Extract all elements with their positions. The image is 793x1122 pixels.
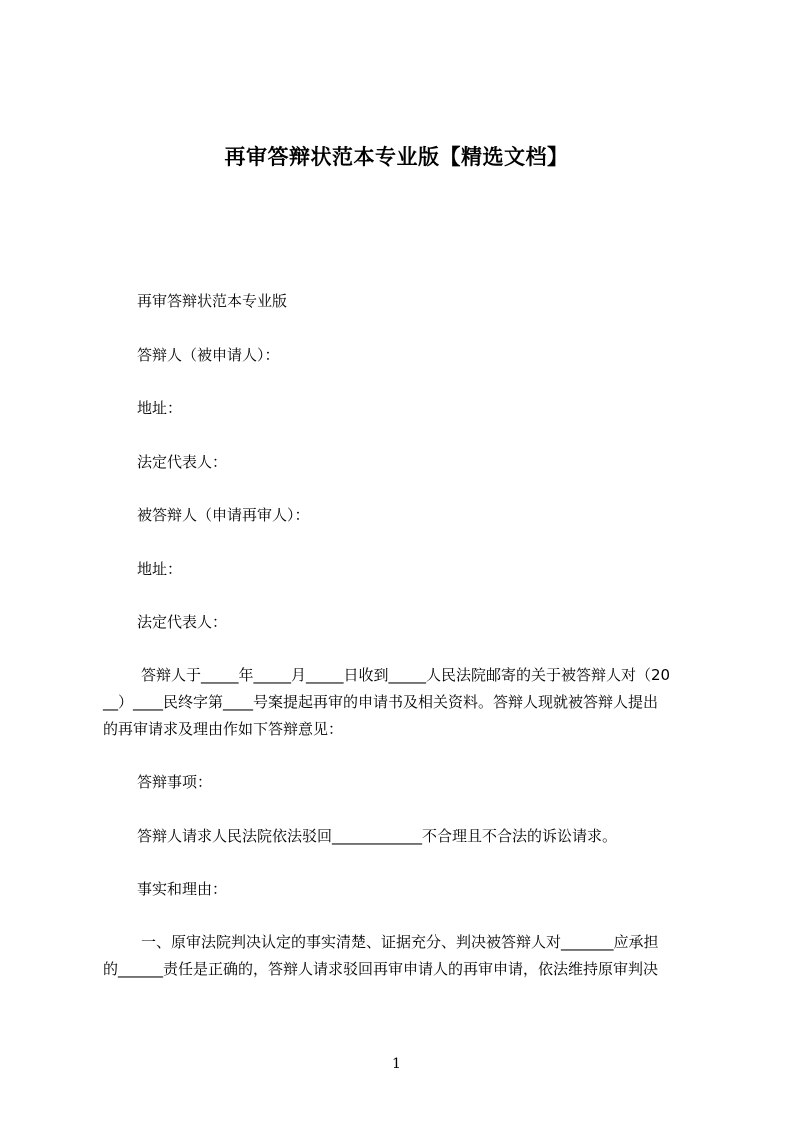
body-paragraph-line: 答辩人于_____年_____月_____日收到_____人民法院邮寄的关于被答辩人对（20 bbox=[141, 666, 671, 684]
body-paragraph-line: __）____民终字第____号案提起再审的申请书及相关资料。答辩人现就被答辩人提出 bbox=[103, 693, 659, 711]
applicant-label: 被答辩人（申请再审人）： bbox=[137, 506, 310, 524]
respondent-address-label: 地址： bbox=[137, 399, 183, 417]
subtitle-line: 再审答辩状范本专业版 bbox=[137, 292, 288, 310]
document-title: 再审答辩状范本专业版【精选文档】 bbox=[224, 145, 569, 169]
facts-reasons-heading: 事实和理由： bbox=[137, 880, 228, 898]
reason-paragraph-line: 的______责任是正确的，答辩人请求驳回再审申请人的再审申请，依法维持原审判决 bbox=[103, 960, 659, 978]
page-number: 1 bbox=[392, 1056, 401, 1072]
respondent-representative-label: 法定代表人： bbox=[137, 453, 228, 471]
defense-items-heading: 答辩事项： bbox=[137, 773, 213, 791]
reason-paragraph-line: 一、原审法院判决认定的事实清楚、证据充分、判决被答辩人对_______应承担 bbox=[141, 933, 659, 951]
defense-request-line: 答辩人请求人民法院依法驳回____________不合理且不合法的诉讼请求。 bbox=[137, 827, 618, 845]
applicant-address-label: 地址： bbox=[137, 560, 183, 578]
respondent-label: 答辩人（被申请人）： bbox=[137, 346, 280, 364]
body-paragraph-line: 的再审请求及理由作如下答辩意见： bbox=[103, 720, 344, 738]
applicant-representative-label: 法定代表人： bbox=[137, 613, 228, 631]
